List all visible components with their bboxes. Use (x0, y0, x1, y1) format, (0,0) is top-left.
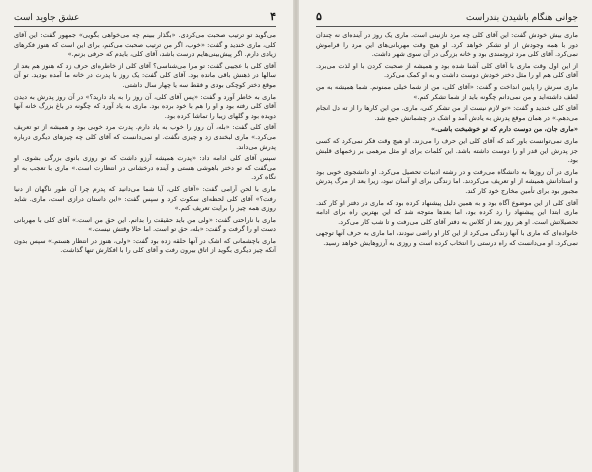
paragraph: ماری باچشمانی که اشک در آنها حلقه زده بود گفت: «ولی، هنوز در انتظار هستم.» سپس بدون آنکه چیز دیگری بگوید از اتاق بیرون رفت و آقای کلی را با افکارش تنها گذاشت. (14, 236, 276, 255)
paragraph: آقای کلی گفت: «بله، آن روز را خوب به یاد دارم. پدرت مرد خوبی بود و همیشه از تو تعریف می‌کرد.» ماری لبخندی زد و چیزی نگفت. او نمی‌دانست که آقای کلی چه چیزهای دیگری درباره پدرش می‌داند. (14, 123, 276, 151)
paragraph: سپس آقای کلی ادامه داد: «پدرت همیشه آرزو داشت که تو روزی بانوی بزرگی بشوی. او می‌گفت که تو دختر باهوشی هستی و آینده درخشانی در انتظارت است.» ماری با تعجب به او نگاه کرد. (14, 154, 276, 182)
paragraph: ماری در آن روزها به دانشگاه می‌رفت و در رشته ادبیات تحصیل می‌کرد. او دانشجوی خوبی بود و استادانش همیشه از او تعریف می‌کردند. اما زندگی برای او آسان نبود، زیرا بعد از مرگ پدرش مجبور بود برای تأمین مخارج خود کار کند. (316, 167, 578, 195)
right-page-number: ۵ (316, 10, 322, 23)
bold-dialogue-line: «ماری جان، من دوست دارم که تو خوشبخت باشی.» (430, 125, 578, 134)
paragraph: ماری سرش را پایین انداخت و گفت: «آقای کلی، من از شما خیلی ممنونم. شما همیشه به من لطف داشته‌اید و من نمی‌دانم چگونه باید از شما تشکر کنم.» (316, 82, 578, 101)
left-page-body (14, 31, 276, 256)
paragraph: آقای کلی خندید و گفت: «تو لازم نیست از من تشکر کنی، ماری. من این کارها را از ته دل انجام می‌دهم.» در همان موقع پدرش به یادش آمد و اشک در چشمانش جمع شد. (316, 104, 578, 122)
paragraph: ماری به خاطر آورد و گفت: «پس آقای کلی، آن روز را به یاد دارید؟» در آن روز پدرش به دیدن آقای کلی رفته بود و او را هم با خود برده بود. ماری به یاد آورد که چگونه در باغ بزرگ خانه آنها دویده بود و گلهای زیبا را تماشا کرده بود. (14, 92, 276, 120)
paragraph: ماری با ناراحتی گفت: «ولی من باید حقیقت را بدانم. این حق من است.» آقای کلی با مهربانی دست او را گرفت و گفت: «بله، حق تو است. اما حالا وقتش نیست.» (14, 215, 276, 234)
paragraph: خانواده‌ای که ماری با آنها زندگی می‌کرد از این کار او راضی نبودند، اما ماری به حرف آنها توجهی نمی‌کرد. او می‌دانست که راه درستی را انتخاب کرده است و روزی به آرزوهایش خواهد رسید. (316, 229, 578, 247)
left-page-running-title: عشق جاوید است (14, 13, 80, 23)
paragraph: از این اول وقت ماری با آقای کلی آشنا شده بود و همیشه از صحبت کردن با او لذت می‌برد. آقای کلی هم او را مثل دختر خودش دوست داشت و به او کمک می‌کرد. (316, 61, 578, 80)
left-page-number: ۴ (270, 10, 276, 23)
left-page (0, 0, 290, 472)
right-page-header (316, 10, 578, 24)
book-gutter (293, 0, 299, 472)
left-header-rule (14, 26, 276, 27)
paragraph: ماری با لحن آرامی گفت: «آقای کلی، آیا شما می‌دانید که پدرم چرا آن طور ناگهان از دنیا رفت؟» آقای کلی لحظه‌ای سکوت کرد و سپس گفت: «این داستان درازی است، ماری. شاید روزی همه چیز را برایت تعریف کنم.» (14, 184, 276, 213)
right-page-running-title: جوانی هنگام باشیدن بندراست (465, 13, 578, 23)
left-page-header (14, 10, 276, 24)
paragraph: آقای کلی از این موضوع آگاه بود و به همین دلیل پیشنهاد کرده بود که ماری در دفتر او کار کند. ماری ابتدا این پیشنهاد را رد کرده بود، اما بعدها متوجه شد که این بهترین راه برای ادامه تحصیلاتش است. او هر روز بعد از کلاس به دفتر آقای کلی می‌رفت و تا شب کار می‌کرد. (316, 198, 578, 226)
right-page-body (316, 31, 578, 248)
paragraph: می‌گوید تو ترتیب صحبت می‌کردی. «بگذار ببینم چه می‌خواهی بگویی» جمهور گفت: این آقای کلی، ماری خندید و گفت: «خوب، اگر من ترتیب صحبت می‌کنم، برای این است که هنوز فکرهای زیادی دارم. اگر پیش‌بینی‌هایم درست باشد، آقای کلی، بایدم که حرفی بزنم.» (14, 31, 276, 59)
right-header-rule (316, 26, 578, 27)
paragraph: آقای کلی با عجیبی گفت: تو مرا می‌شناسی؟ آقای کلی از خاطره‌ای حرف زد که هنوز هم بعد از سالها در ذهنش باقی مانده بود. آقای کلی گفت: یک روز با پدرت در خانه ما آمده بودید. تو آن موقع دختر کوچکی بودی و فقط سه یا چهار سال داشتی. (14, 61, 276, 89)
right-page (302, 0, 592, 472)
paragraph: ماری بیش خودش گفت: این آقای کلی چه مرد نازنینی است. ماری یک روز در آینده‌ای نه چندان دور با همه وجودش از او تشکر خواهد کرد. او هیچ وقت مهربانی‌های این مرد را فراموش نمی‌کرد. آقای کلی مرد ثروتمندی بود و خانه بزرگی در آن سوی شهر داشت. (316, 31, 578, 59)
paragraph: ماری نمی‌توانست باور کند که آقای کلی این حرف را می‌زند. او هیچ وقت فکر نمی‌کرد که کسی جز پدرش این قدر او را دوست داشته باشد. این کلمات برای او مثل مرهمی بر زخمهای قلبش بود. (316, 136, 578, 165)
